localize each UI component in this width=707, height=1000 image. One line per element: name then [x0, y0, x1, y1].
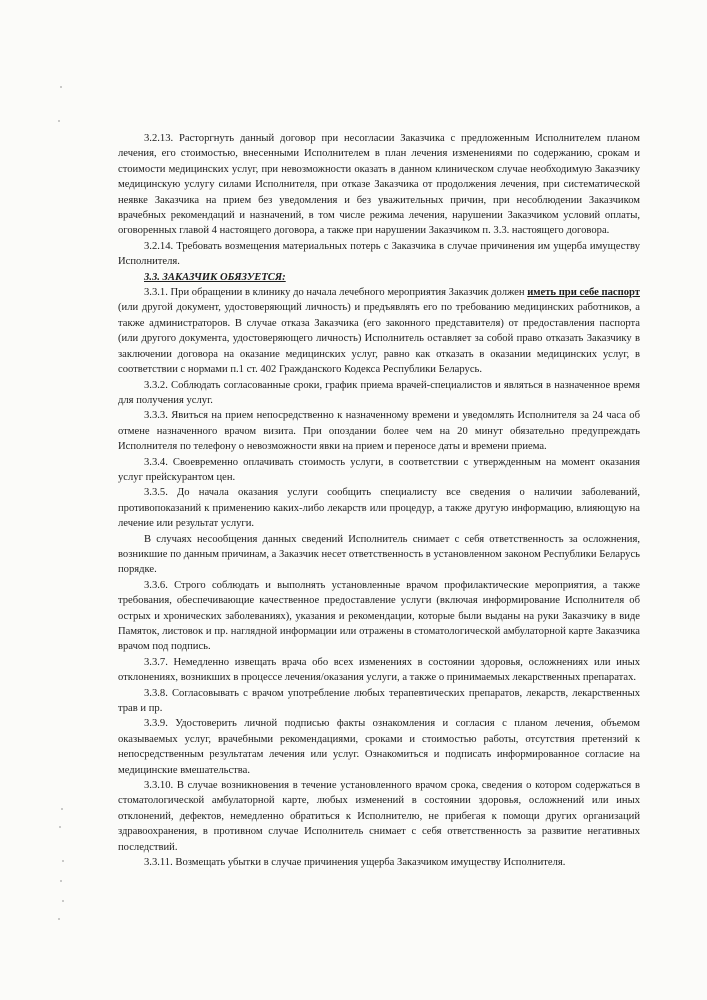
scan-speck	[61, 808, 63, 810]
clause-3-2-13: 3.2.13. Расторгнуть данный договор при несогласии Заказчика с предложенным Исполнителем планом лечения, его стоимостью, внесенными Исполнителем в план лечения изменениями по содержанию, срокам и стоимости медицинских услуг, при невозможности оказать в данном клиническом случае необходимую Заказчику медицинскую услугу силами Исполнителя, при отказе Заказчика от продолжения лечения, при систематической неявке Заказчика на прием без уведомления и без уважительных причин, при несоблюдении Заказчиком врачебных рекомендаций и назначений, в том числе режима лечения, нарушении Заказчиком условий оплаты, оговоренных главой 4 настоящего договора, а также при нарушении Заказчиком п. 3.3. настоящего договора.	[118, 133, 640, 237]
document-page	[118, 131, 640, 871]
clause-3-3-10: 3.3.10. В случае возникновения в течение установленного врачом срока, сведения о котором содержаться в стоматологической амбулаторной карте, любых изменений в состоянии здоровья, осложнений или иных отклонений, дефектов, немедленно обратиться к Исполнителю, не прибегая к помощи других организаций здравоохранения, в противном случае Исполнитель снимает с себя ответственность за развитие негативных последствий.	[118, 780, 640, 853]
section-heading-3-3	[118, 270, 640, 285]
scan-speck	[59, 826, 61, 828]
scan-speck	[58, 120, 60, 122]
scan-speck	[60, 86, 62, 88]
clause-3-3-6: 3.3.6. Строго соблюдать и выполнять установленные врачом профилактические мероприятия, а также требования, обеспечивающие качественное предоставление услуги (включая информирование Исполнителя об острых и хронических заболеваниях), указания и рекомендации, которые были выданы на руки Заказчику в виде Памяток, листовок и пр. наглядной информации или отражены в стоматологической амбулаторной карте Заказчика врачом под подпись.	[118, 579, 640, 653]
clause-3-3-1-rest: (или другой документ, удостоверяющий личность) и предъявлять его по требованию медицинских работников, а также администраторов. В случае отказа Заказчика (его законного представителя) от предоставления паспорта (или другого документа, удостоверяющего личность) Исполнитель оставляет за собой право отказать Заказчику в заключении договора на оказание медицинских услуг, равно как отказать в оказании медицинских услуг, в соответствии с нормами п.1 ст. 402 Гражданского Кодекса Республики Беларусь.	[118, 302, 640, 376]
clause-3-3-1	[118, 285, 640, 377]
scan-speck	[58, 918, 60, 920]
section-heading-text: 3.3. ЗАКАЗЧИК ОБЯЗУЕТСЯ:	[144, 271, 286, 283]
clause-3-3-4: 3.3.4. Своевременно оплачивать стоимость услуги, в соответствии с утвержденным на момент оказания услуг прейскурантом цен.	[118, 456, 640, 483]
clause-3-2-14: 3.2.14. Требовать возмещения материальных потерь с Заказчика в случае причинения им ущерба имуществу Исполнителя.	[118, 240, 640, 268]
clause-3-3-2: 3.3.2. Соблюдать согласованные сроки, график приема врачей-специалистов и являться в назначенное время для получения услуг.	[118, 379, 640, 406]
clause-3-3-8: 3.3.8. Согласовывать с врачом употребление любых терапевтических препаратов, лекарств, лекарственных трав и пр.	[118, 687, 640, 715]
passport-emphasis: иметь при себе паспорт	[527, 287, 640, 299]
clause-3-3-5-note: В случаях несообщения данных сведений Исполнитель снимает с себя ответственность за осложнения, возникшие по данным причинам, а Заказчик несет ответственность в установленном законом Республики Беларусь порядке.	[118, 533, 640, 576]
clause-3-3-7: 3.3.7. Немедленно извещать врача обо всех изменениях в состоянии здоровья, осложнениях или иных отклонениях, возникших в процессе лечения/оказания услуги, а также о принимаемых лекарственных препаратах.	[118, 656, 640, 684]
scan-speck	[62, 860, 64, 862]
clause-3-3-9: 3.3.9. Удостоверить личной подписью факты ознакомления и согласия с планом лечения, объемом оказываемых услуг, врачебными рекомендациями, сроками и стоимостью работы, отсутствия претензий к непосредственным результатам лечения или услуг. Ознакомиться и подписать информированное согласие на медицинские вмешательства.	[118, 718, 640, 776]
clause-3-3-5: 3.3.5. До начала оказания услуги сообщить специалисту все сведения о наличии заболеваний, противопоказаний к применению каких-либо лекарств или процедур, а также другую информацию, влияющую на лечение или результат услуги.	[118, 487, 640, 530]
scan-speck	[60, 880, 62, 882]
clause-3-3-1-start: 3.3.1. При обращении в клинику до начала лечебного мероприятия Заказчик должен	[144, 287, 525, 299]
clause-3-3-11: 3.3.11. Возмещать убытки в случае причинения ущерба Заказчиком имуществу Исполнителя.	[144, 857, 566, 869]
clause-3-3-3: 3.3.3. Явиться на прием непосредственно к назначенному времени и уведомлять Исполнителя за 24 часа об отмене назначенного врачом визита. При опоздании более чем на 20 минут обязательно предупреждать Исполнителя по телефону о невозможности явки на прием и переносе даты и времени приема.	[118, 410, 640, 453]
scan-speck	[62, 900, 64, 902]
